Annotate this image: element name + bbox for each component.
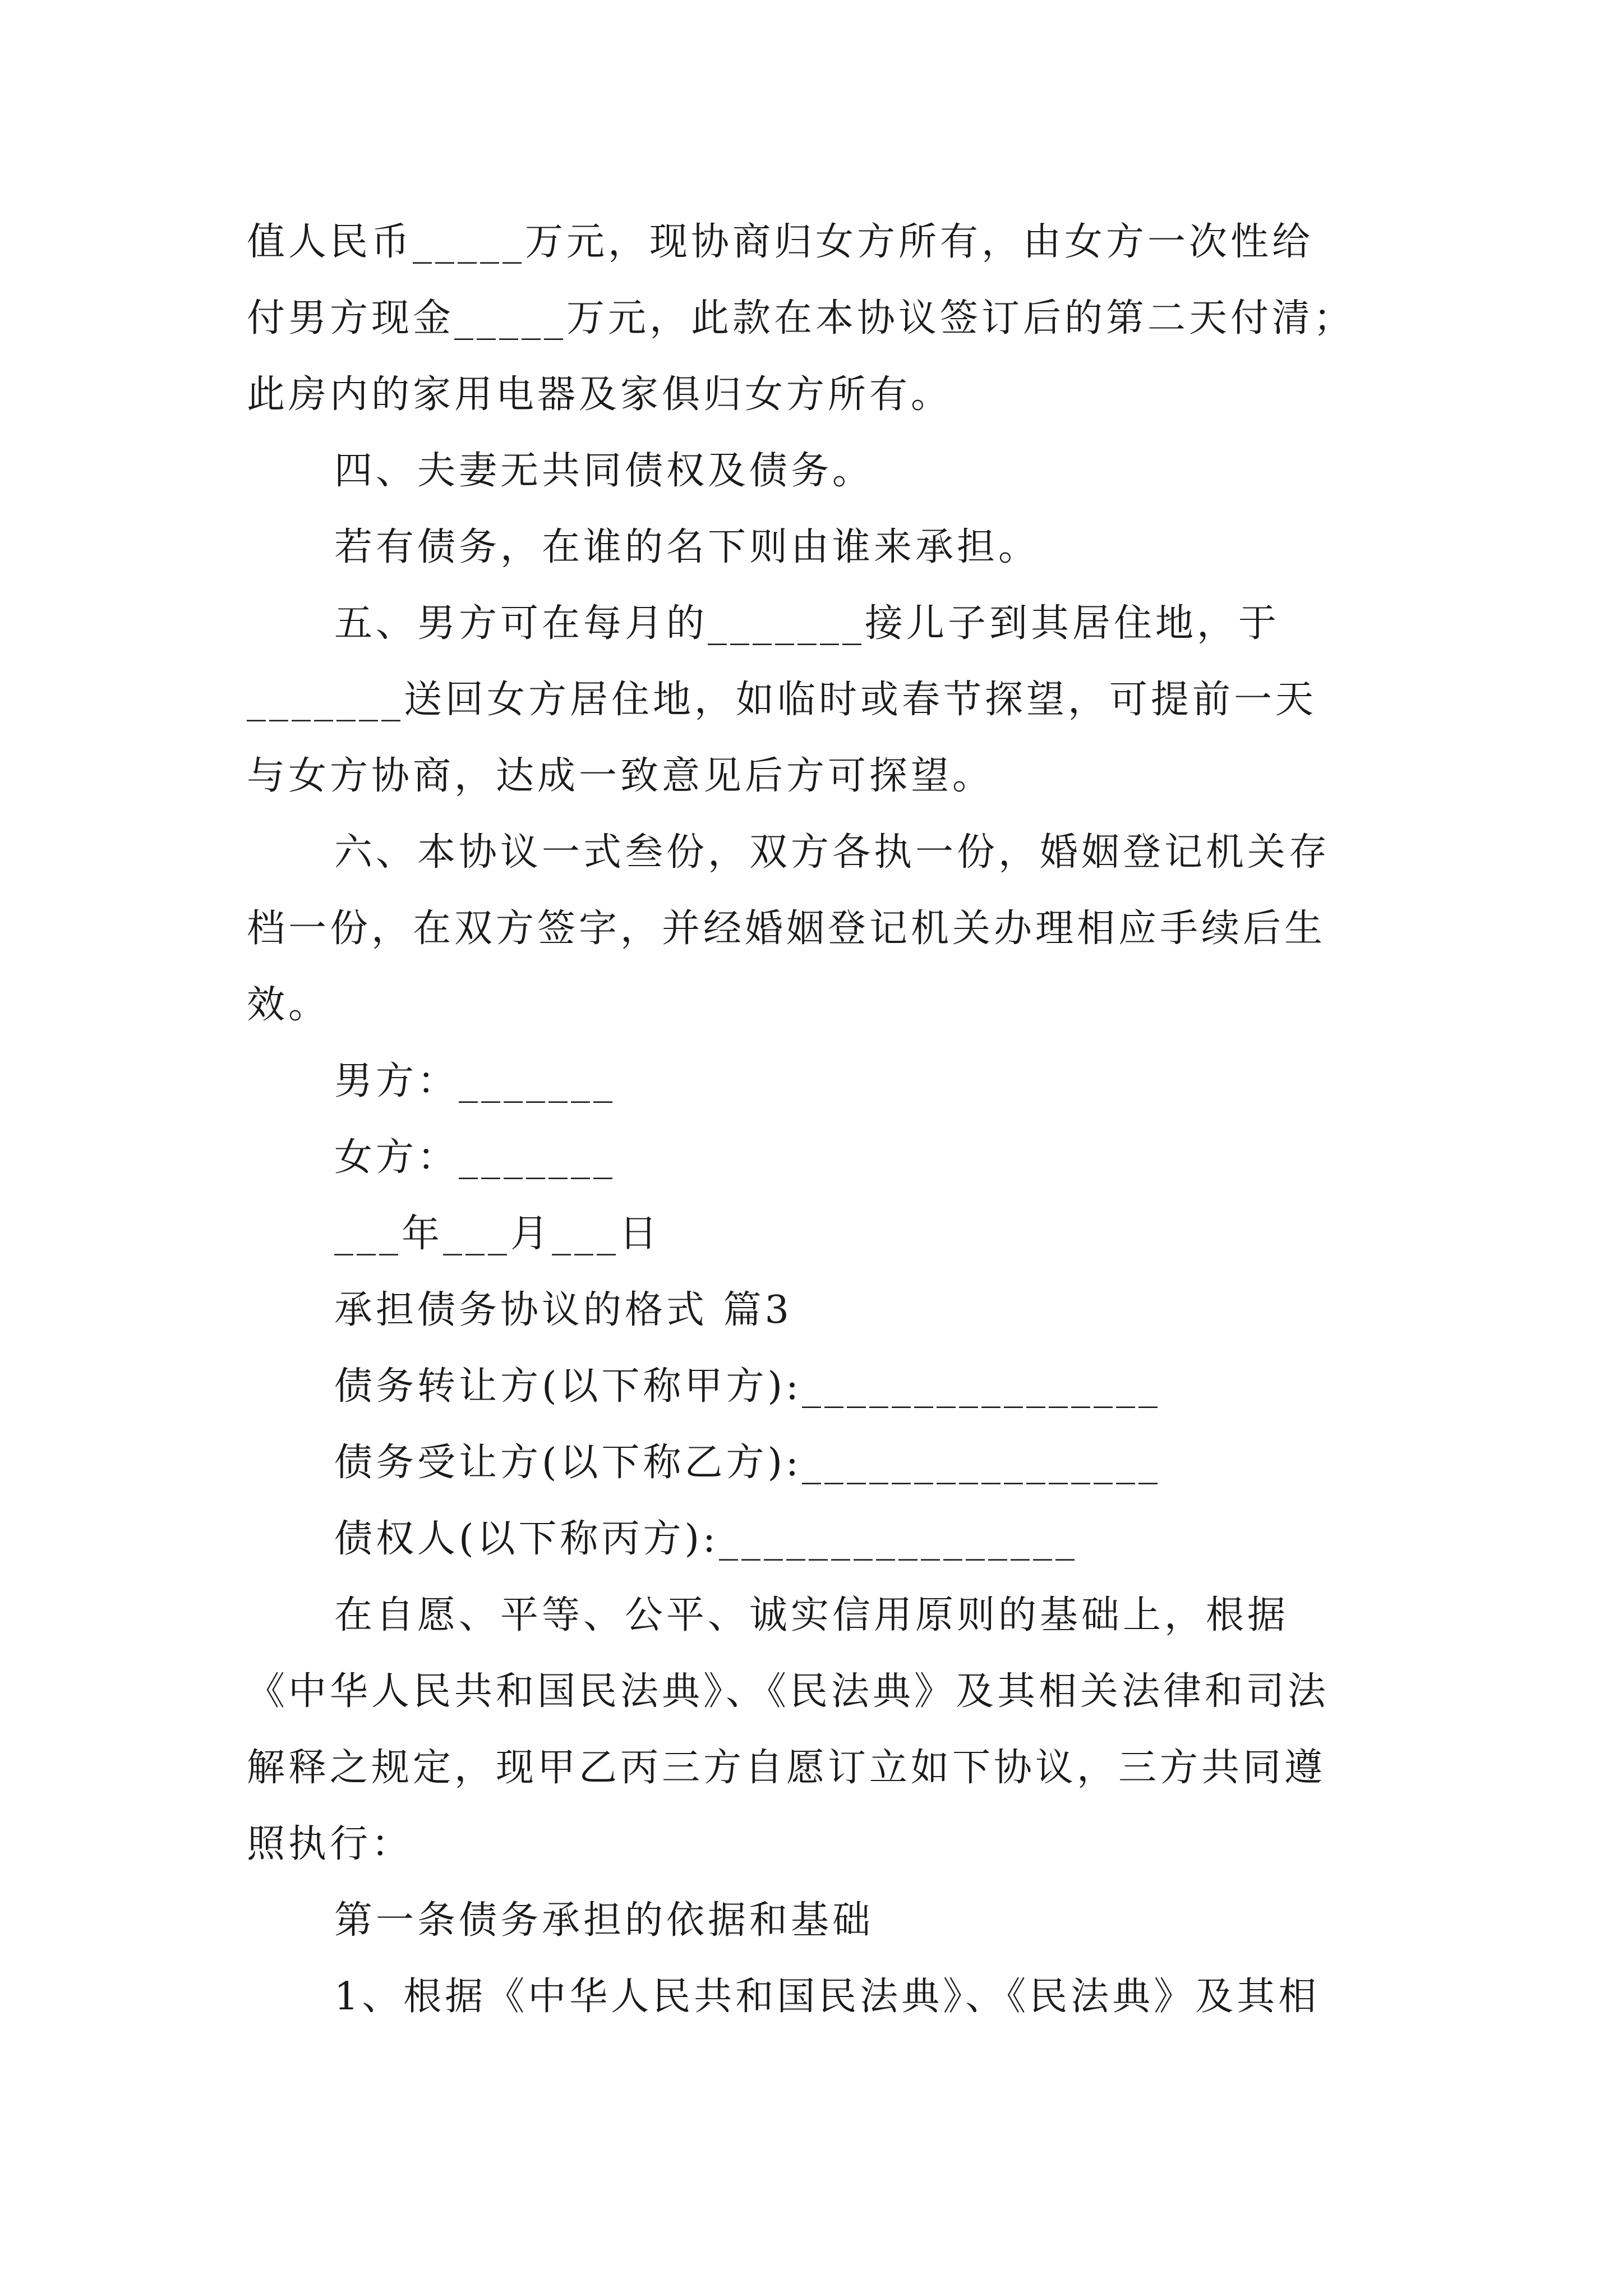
paragraph-line: 《中华人民共和国民法典》、《民法典》及其相关法律和司法 (247, 1669, 1330, 1714)
party-line-b: 债务受让方(以下称乙方):________________ (334, 1441, 1161, 1485)
paragraph-line: 付男方现金_____万元，此款在本协议签订后的第二天付清； (247, 296, 1355, 341)
paragraph-line: 值人民币_____万元，现协商归女方所有，由女方一次性给 (247, 220, 1314, 264)
paragraph-line: 若有债务，在谁的名下则由谁来承担。 (334, 525, 1040, 569)
paragraph-line: 效。 (247, 983, 330, 1027)
paragraph-line: 照执行： (247, 1822, 413, 1866)
article-heading: 第一条债务承担的依据和基础 (334, 1898, 874, 1943)
party-line-c: 债权人(以下称丙方):________________ (334, 1517, 1078, 1561)
paragraph-line: 五、男方可在每月的_______接儿子到其居住地，于 (334, 601, 1280, 646)
date-line: ___年___月___日 (334, 1212, 661, 1256)
party-line-a: 债务转让方(以下称甲方):________________ (334, 1364, 1161, 1409)
paragraph-line: 此房内的家用电器及家俱归女方所有。 (247, 372, 953, 417)
paragraph-line: 1、根据《中华人民共和国民法典》、《民法典》及其相 (334, 1975, 1320, 2019)
paragraph-line: 四、夫妻无共同债权及债务。 (334, 449, 874, 493)
signature-line-male: 男方：_______ (334, 1059, 616, 1103)
signature-line-female: 女方：_______ (334, 1135, 616, 1180)
section-heading: 承担债务协议的格式 篇3 (334, 1288, 792, 1332)
paragraph-line: 解释之规定，现甲乙丙三方自愿订立如下协议，三方共同遵 (247, 1746, 1326, 1790)
paragraph-line: _______送回女方居住地，如临时或春节探望，可提前一天 (247, 678, 1317, 722)
paragraph-line: 与女方协商，达成一致意见后方可探望。 (247, 754, 994, 798)
paragraph-line: 档一份，在双方签字，并经婚姻登记机关办理相应手续后生 (247, 907, 1326, 951)
paragraph-line: 六、本协议一式叁份，双方各执一份，婚姻登记机关存 (334, 830, 1331, 875)
paragraph-line: 在自愿、平等、公平、诚实信用原则的基础上，根据 (334, 1593, 1289, 1637)
